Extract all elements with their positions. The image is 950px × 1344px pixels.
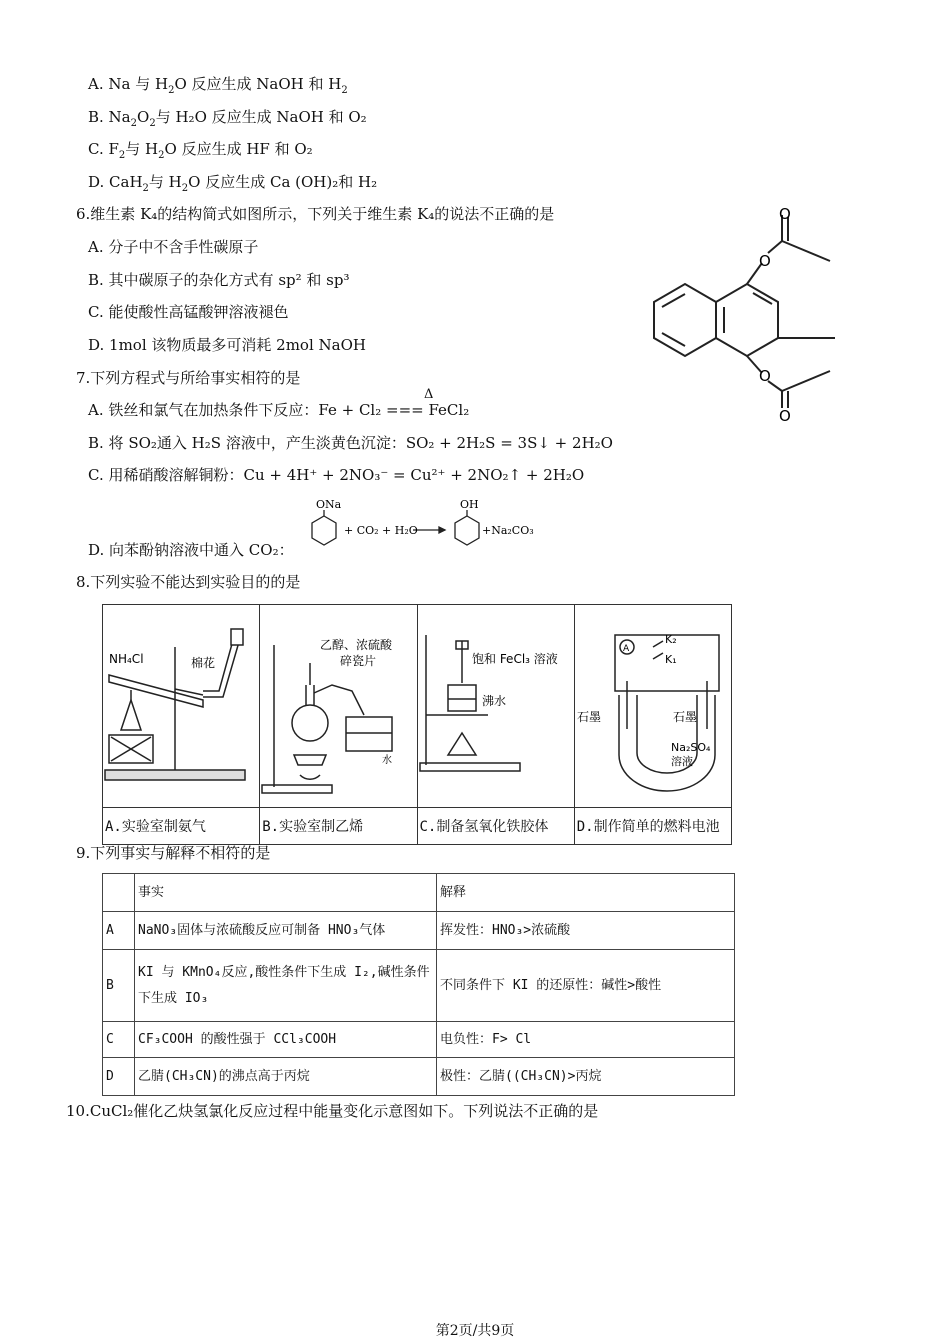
q6-stem: 6.维生素 K₄的结构简式如图所示，下列关于维生素 K₄的说法不正确的是 [76, 205, 555, 223]
caption-a: A.实验室制氨气 [103, 808, 260, 845]
na2co3-label: +Na₂CO₃ [482, 524, 534, 537]
header-blank [103, 874, 135, 912]
row-a-explanation: 挥发性：HNO₃>浓硫酸 [437, 912, 735, 950]
apparatus-c-image [418, 605, 576, 803]
oh-label: OH [460, 498, 479, 511]
page-footer: 第2页/共9页 [435, 1323, 515, 1339]
graphite-left-label: 石墨 [576, 710, 601, 724]
graphite-right-label: 石墨 [672, 710, 697, 724]
atom-o-2: O [779, 205, 791, 223]
row-a-label: A [103, 912, 135, 950]
q6-option-c: C. 能使酸性高锰酸钾溶液褪色 [88, 303, 289, 321]
q10-stem: 10.CuCl₂催化乙炔氢氯化反应过程中能量变化示意图如下。下列说法不正确的是 [66, 1102, 599, 1120]
row-b-label: B [103, 950, 135, 1022]
q7-stem: 7.下列方程式与所给事实相符的是 [76, 369, 301, 387]
q6-option-a: A. 分子中不含手性碳原子 [88, 238, 259, 256]
row-d-label: D [103, 1058, 135, 1096]
header-explanation: 解释 [437, 874, 735, 912]
atom-o-3: O [759, 367, 771, 385]
row-c-label: C [103, 1022, 135, 1058]
caption-c: C.制备氢氧化铁胶体 [417, 808, 574, 845]
na2so4-label: Na₂SO₄ [670, 741, 711, 754]
ethanol-label: 乙醇、浓硫酸 [320, 638, 393, 652]
row-d-fact: 乙腈(CH₃CN)的沸点高于丙烷 [135, 1058, 437, 1096]
row-c-explanation: 电负性：F> Cl [437, 1022, 735, 1058]
caption-b: B.实验室制乙烯 [260, 808, 417, 845]
q5-option-c: C. $F_2$与 $H_2O$ 反应生成 HF 和 O₂ [88, 140, 313, 161]
q6-option-d: D. 1mol 该物质最多可消耗 2mol NaOH [88, 336, 366, 354]
atom-o-4: O [779, 407, 791, 425]
caption-d: D.制作简单的燃料电池 [574, 808, 731, 845]
q5-option-b: B. $Na_2O_2$与 H₂O 反应生成 NaOH 和 O₂ [88, 108, 367, 129]
row-d-explanation: 极性：乙腈((CH₃CN)>丙烷 [437, 1058, 735, 1096]
fecl3-label: 饱和 FeCl₃ 溶液 [471, 652, 558, 666]
nh4cl-label: NH₄Cl [109, 652, 144, 666]
ammeter-label: A [622, 644, 629, 654]
water-label: 水 [382, 755, 393, 766]
co2-h2o-label: + CO₂ + H₂O [344, 524, 418, 537]
q8-experiment-table [102, 604, 732, 845]
apparatus-c-cell [417, 605, 574, 808]
ona-label: ONa [316, 498, 342, 511]
k2-label: K₂ [664, 633, 677, 646]
apparatus-d-cell [574, 605, 731, 808]
q9-fact-table [102, 873, 735, 1096]
apparatus-d-image [575, 605, 751, 803]
vitamin-k4-structure [640, 205, 850, 425]
row-b-fact: KI 与 KMnO₄反应,酸性条件下生成 I₂,碱性条件下生成 IO₃ [135, 950, 437, 1022]
q7-option-d: D. 向苯酚钠溶液中通入 CO₂： [88, 541, 294, 559]
porcelain-label: 碎瓷片 [340, 654, 377, 668]
row-a-fact: NaNO₃固体与浓硫酸反应可制备 HNO₃气体 [135, 912, 437, 950]
apparatus-b-image [260, 605, 406, 803]
boiling-water-label: 沸水 [481, 694, 506, 708]
q9-stem: 9.下列事实与解释不相符的是 [76, 844, 271, 862]
row-b-explanation: 不同条件下 KI 的还原性：碱性>酸性 [437, 950, 735, 1022]
apparatus-b-cell [260, 605, 417, 808]
q7-option-c: C. 用稀硝酸溶解铜粉：Cu + 4H⁺ + 2NO₃⁻ = Cu²⁺ + 2NO₂↑ + 2H₂O [88, 466, 585, 484]
cotton-label: 棉花 [191, 656, 216, 670]
solution-label: 溶液 [670, 755, 693, 768]
apparatus-a-cell [103, 605, 260, 808]
atom-o-1: O [759, 252, 771, 270]
k1-label: K₁ [664, 653, 677, 666]
q7-option-b: B. 将 SO₂通入 H₂S 溶液中，产生淡黄色沉淀：SO₂ + 2H₂S = 3S↓ + 2H₂O [88, 434, 613, 452]
header-fact: 事实 [135, 874, 437, 912]
q6-option-b: B. 其中碳原子的杂化方式有 sp² 和 sp³ [88, 271, 350, 289]
q8-stem: 8.下列实验不能达到实验目的的是 [76, 573, 301, 591]
delta-symbol: Δ [424, 387, 434, 402]
apparatus-a-image [103, 605, 247, 803]
row-c-fact: CF₃COOH 的酸性强于 CCl₃COOH [135, 1022, 437, 1058]
q5-option-a: A. Na 与 $H_2O$ 反应生成 NaOH 和 $H_2$ [88, 75, 348, 96]
q7-option-a: A. 铁丝和氯气在加热条件下反应：Fe + Cl₂ === FeCl₂ [88, 401, 470, 419]
phenoxide-co2-equation [300, 496, 545, 554]
q5-option-d: D. CaH$_2$与 $H_2O$ 反应生成 Ca (OH)₂和 H₂ [88, 173, 378, 194]
